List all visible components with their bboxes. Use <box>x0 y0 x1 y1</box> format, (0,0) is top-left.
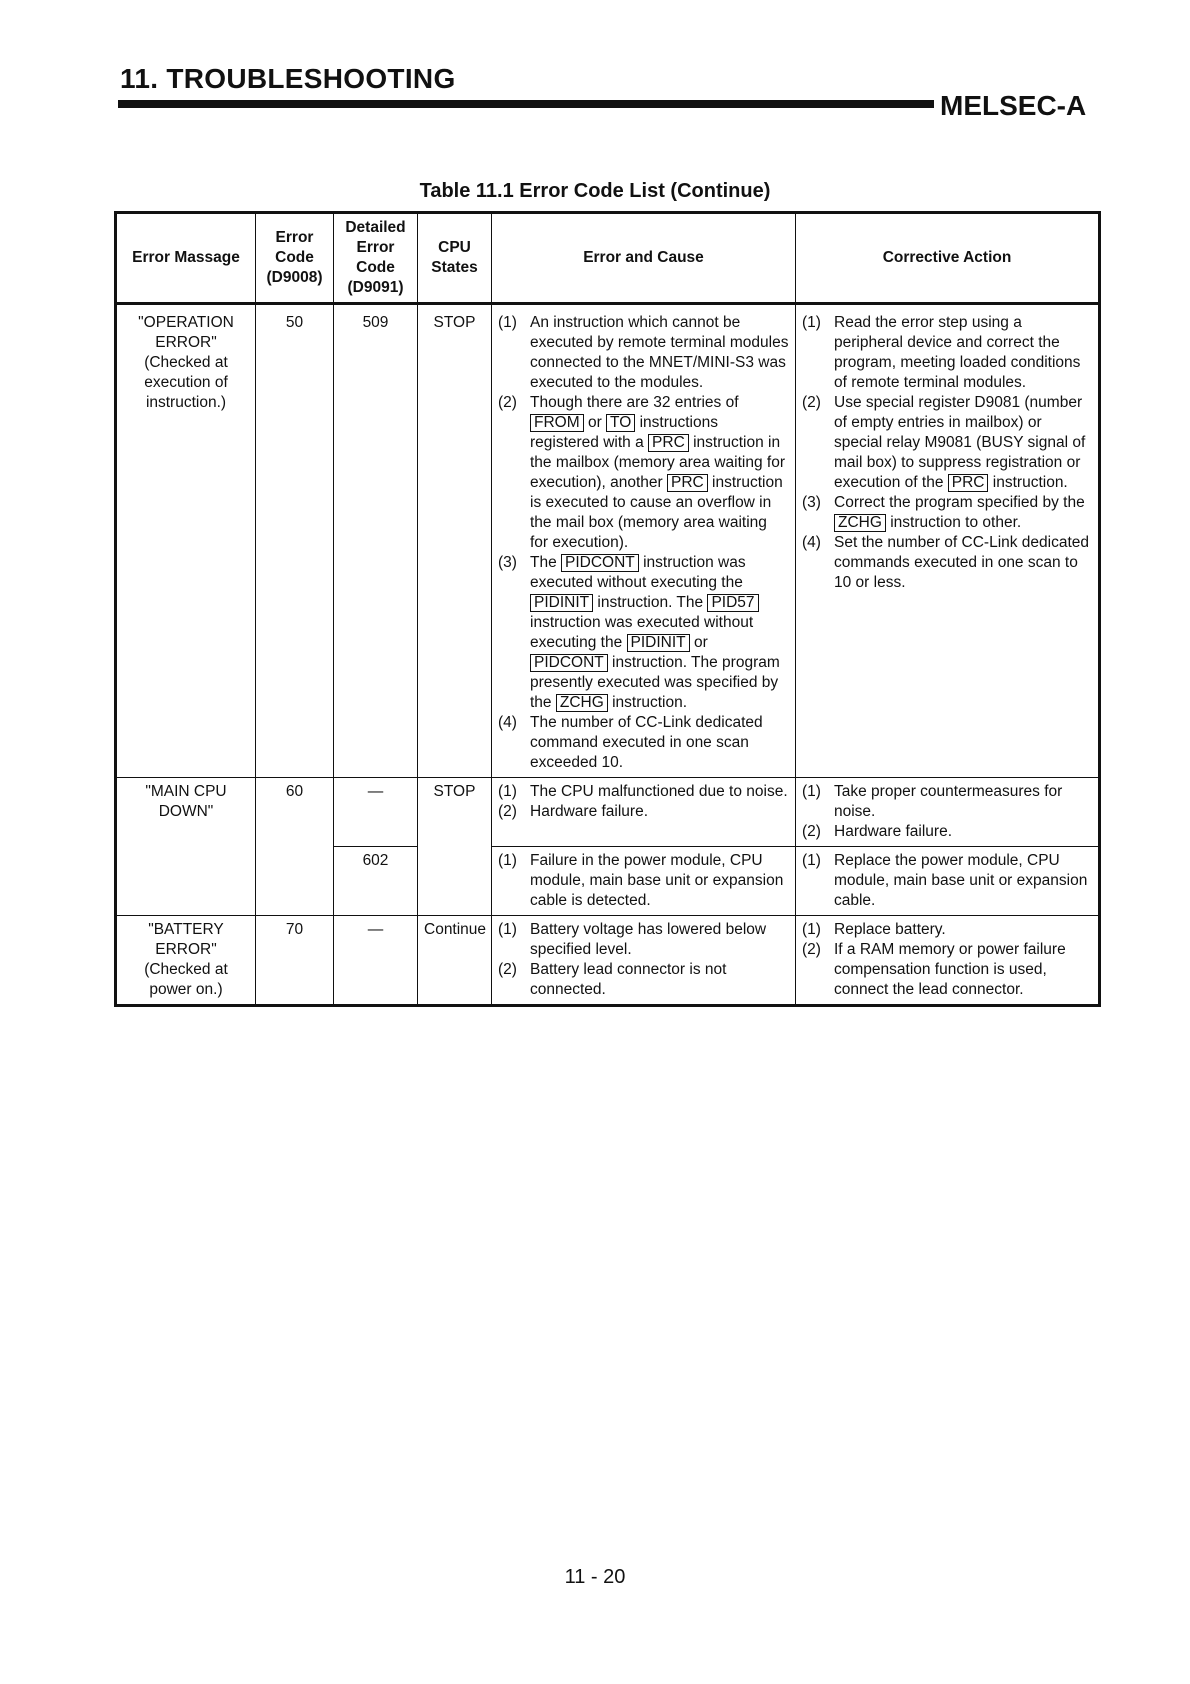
instruction-name: ZCHG <box>556 694 608 712</box>
col-header-detail <box>334 213 418 304</box>
detailed-error-code: 509 <box>334 304 418 778</box>
col-header-message: Error Massage <box>116 213 256 304</box>
cause-list <box>498 920 789 1000</box>
item-text <box>530 852 783 909</box>
text-segment: instruction in the mailbox (memory area waiting for execution), another <box>530 434 785 491</box>
list-item <box>498 960 789 1000</box>
item-number: (3) <box>498 554 517 571</box>
text-segment: Replace the power module, CPU module, main base unit or expansion cable. <box>834 852 1088 909</box>
item-text <box>530 314 788 391</box>
error-cause-cell <box>492 916 796 1006</box>
item-text <box>530 714 763 771</box>
item-number: (2) <box>802 823 821 840</box>
text-segment: An instruction which cannot be executed by remote terminal modules connected to the MNET/MINI-S3 was executed to the modules. <box>530 314 789 391</box>
text-segment: Set the number of CC-Link dedicated commands executed in one scan to 10 or less. <box>834 534 1090 591</box>
text-segment: instruction. <box>988 474 1068 491</box>
item-number: (1) <box>498 921 517 938</box>
item-text <box>530 394 785 551</box>
item-number: (1) <box>802 852 821 869</box>
table-header-row <box>116 213 1100 304</box>
col-header-states-line1: CPU <box>438 239 471 256</box>
list-item <box>498 713 789 773</box>
error-code: 50 <box>256 304 334 778</box>
text-segment: Replace battery. <box>834 921 946 938</box>
brand-label: MELSEC-A <box>940 90 1087 121</box>
instruction-name: PIDINIT <box>530 594 593 612</box>
text-segment: instruction was executed without executing the <box>530 554 746 591</box>
item-text <box>530 961 726 998</box>
error-cause-cell <box>492 847 796 916</box>
item-number: (2) <box>802 941 821 958</box>
col-header-detail-line1: Detailed <box>345 219 406 236</box>
detailed-error-code: — <box>334 916 418 1006</box>
instruction-name: PRC <box>667 474 708 492</box>
instruction-name: PRC <box>948 474 989 492</box>
table-row <box>116 916 1100 1006</box>
table-caption: Table 11.1 Error Code List (Continue) <box>419 180 771 202</box>
item-text <box>834 394 1085 491</box>
list-item <box>498 920 789 960</box>
cpu-state: STOP <box>418 778 492 916</box>
item-text <box>834 941 1066 998</box>
cause-list <box>498 313 789 773</box>
item-number: (3) <box>802 494 821 511</box>
list-item <box>802 920 1092 940</box>
item-number: (1) <box>802 783 821 800</box>
corrective-action-cell <box>796 916 1100 1006</box>
item-text <box>530 921 766 958</box>
text-segment: Hardware failure. <box>834 823 953 840</box>
col-header-code-line2: Code <box>275 249 314 266</box>
error-code: 70 <box>256 916 334 1006</box>
list-item <box>498 553 789 713</box>
text-segment: or <box>583 414 607 431</box>
list-item <box>802 851 1092 911</box>
item-text <box>834 314 1080 391</box>
instruction-name: PIDINIT <box>627 634 690 652</box>
text-segment: Though there are 32 entries of <box>530 394 739 411</box>
item-text <box>530 803 648 820</box>
item-number: (1) <box>498 783 517 800</box>
instruction-name: FROM <box>530 414 584 432</box>
text-segment: instruction is executed to cause an overflow in the mail box (memory area waiting for execution). <box>530 474 783 551</box>
text-segment: Battery voltage has lowered below specified level. <box>530 921 767 958</box>
instruction-name: PIDCONT <box>530 654 608 672</box>
item-number: (2) <box>802 394 821 411</box>
cause-list <box>498 851 789 911</box>
chapter-title: 11. TROUBLESHOOTING <box>120 63 456 94</box>
item-number: (4) <box>802 534 821 551</box>
col-header-code-line3: (D9008) <box>266 269 323 286</box>
col-header-detail-line3: Code <box>356 259 395 276</box>
error-code-table <box>114 211 1101 1007</box>
item-text <box>530 554 780 711</box>
corrective-action-cell <box>796 304 1100 778</box>
error-cause-cell <box>492 304 796 778</box>
list-item <box>498 782 789 802</box>
item-number: (1) <box>802 314 821 331</box>
list-item <box>802 822 1092 842</box>
text-segment: Read the error step using a peripheral device and correct the program, meeting loaded conditions of remote terminal modules. <box>834 314 1081 391</box>
text-segment: Use special register D9081 (number of empty entries in mailbox) or special relay M9081 (BUSY signal of mail box) to suppress registration or execution of the <box>834 394 1086 491</box>
text-segment: or <box>689 634 708 651</box>
text-segment: If a RAM memory or power failure compensation function is used, connect the lead connector. <box>834 941 1066 998</box>
item-text <box>834 534 1089 591</box>
col-header-detail-line4: (D9091) <box>347 279 404 296</box>
action-list <box>802 920 1092 1000</box>
item-text <box>834 823 952 840</box>
text-segment: Failure in the power module, CPU module, main base unit or expansion cable is detected. <box>530 852 784 909</box>
col-header-code-line1: Error <box>275 229 314 246</box>
instruction-name: ZCHG <box>834 514 886 532</box>
cpu-state: STOP <box>418 304 492 778</box>
text-segment: Take proper countermeasures for noise. <box>834 783 1063 820</box>
instruction-name: PID57 <box>707 594 758 612</box>
text-segment: instruction. The program presently executed was specified by the <box>530 654 780 711</box>
corrective-action-cell <box>796 778 1100 847</box>
col-header-action: Corrective Action <box>796 213 1100 304</box>
list-item <box>802 393 1092 493</box>
item-text <box>834 783 1062 820</box>
item-text <box>834 921 946 938</box>
instruction-name: TO <box>606 414 635 432</box>
table-row <box>116 778 1100 847</box>
text-segment: Hardware failure. <box>530 803 649 820</box>
item-number: (1) <box>498 314 517 331</box>
corrective-action-cell <box>796 847 1100 916</box>
col-header-states-line2: States <box>431 259 478 276</box>
item-text <box>834 494 1085 531</box>
col-header-code <box>256 213 334 304</box>
instruction-name: PIDCONT <box>561 554 639 572</box>
header-rule <box>118 100 934 108</box>
list-item <box>498 393 789 553</box>
item-text <box>834 852 1087 909</box>
list-item <box>802 313 1092 393</box>
text-segment: The CPU malfunctioned due to noise. <box>530 783 788 800</box>
item-number: (4) <box>498 714 517 731</box>
item-number: (2) <box>498 961 517 978</box>
list-item <box>498 313 789 393</box>
error-cause-cell <box>492 778 796 847</box>
text-segment: instruction to other. <box>885 514 1022 531</box>
list-item <box>498 851 789 911</box>
col-header-cause: Error and Cause <box>492 213 796 304</box>
text-segment: Battery lead connector is not connected. <box>530 961 727 998</box>
list-item <box>498 802 789 822</box>
error-message: "OPERATION ERROR" (Checked at execution of instruction.) <box>116 304 256 778</box>
list-item <box>802 782 1092 822</box>
action-list <box>802 851 1092 911</box>
text-segment: instruction was executed without executing the <box>530 614 754 651</box>
text-segment: instruction. The <box>593 594 708 611</box>
col-header-detail-line2: Error <box>356 239 395 256</box>
text-segment: instruction. <box>607 694 688 711</box>
item-number: (1) <box>802 921 821 938</box>
item-number: (1) <box>498 852 517 869</box>
instruction-name: PRC <box>648 434 689 452</box>
error-code: 60 <box>256 778 334 916</box>
list-item <box>802 493 1092 533</box>
item-number: (2) <box>498 394 517 411</box>
action-list <box>802 782 1092 842</box>
text-segment: instructions registered with a <box>530 414 718 451</box>
detailed-error-code: 602 <box>334 847 418 916</box>
list-item <box>802 533 1092 593</box>
item-number: (2) <box>498 803 517 820</box>
text-segment: Correct the program specified by the <box>834 494 1085 511</box>
page-number: 11 - 20 <box>564 1566 626 1588</box>
error-message: "BATTERY ERROR" (Checked at power on.) <box>116 916 256 1006</box>
text-segment: The <box>530 554 562 571</box>
list-item <box>802 940 1092 1000</box>
cpu-state: Continue <box>418 916 492 1006</box>
action-list <box>802 313 1092 593</box>
col-header-states <box>418 213 492 304</box>
text-segment: The number of CC-Link dedicated command executed in one scan exceeded 10. <box>530 714 763 771</box>
error-message: "MAIN CPU DOWN" <box>116 778 256 916</box>
item-text <box>530 783 788 800</box>
table-row <box>116 304 1100 778</box>
cause-list <box>498 782 789 822</box>
detailed-error-code: — <box>334 778 418 847</box>
